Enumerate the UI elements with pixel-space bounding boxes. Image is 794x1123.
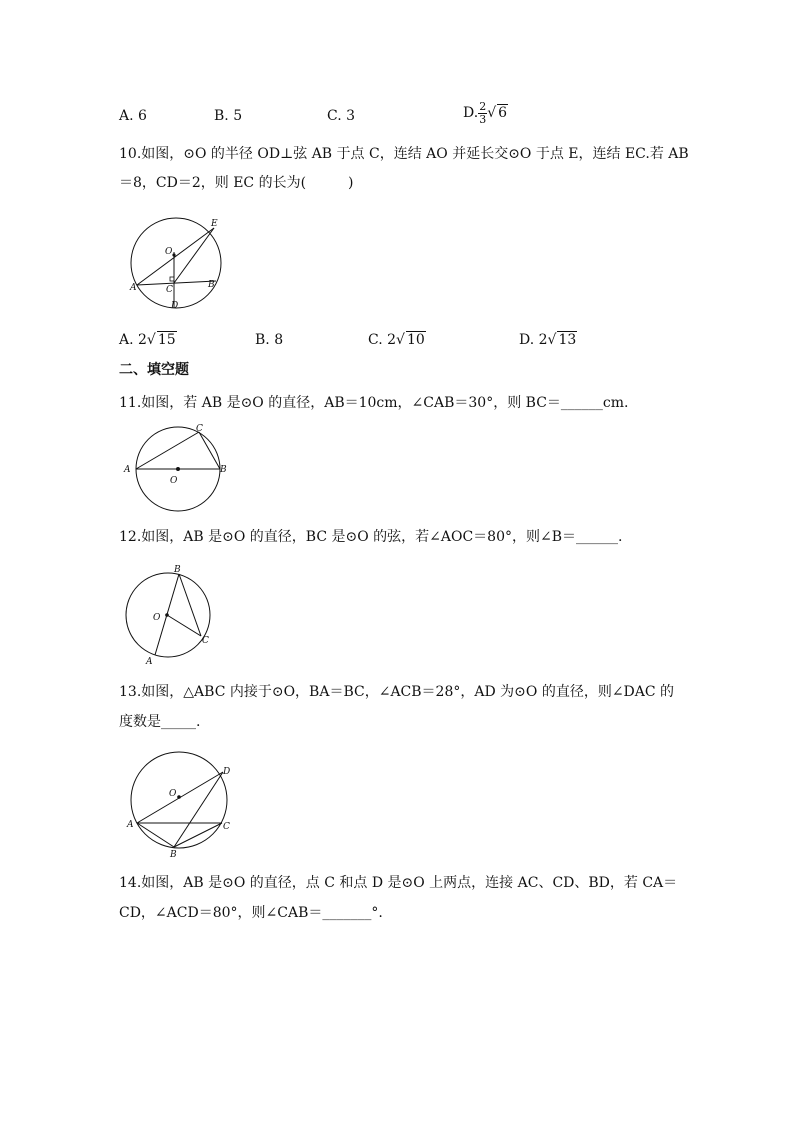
q11-label-a: A — [124, 465, 131, 475]
q13-figure — [122, 745, 240, 861]
q13-label-o: O — [169, 789, 177, 799]
q10-label-a: A — [130, 283, 137, 293]
q14-line2: CD，∠ACD＝80°，则∠CAB＝_______°. — [119, 905, 383, 921]
q9-option-a: A. 6 — [119, 108, 147, 124]
q13-line2: 度数是_____. — [119, 714, 201, 730]
q9-option-d — [463, 98, 508, 128]
q10-figure — [126, 214, 230, 312]
q12-label-b: B — [174, 565, 181, 575]
q12-figure — [122, 563, 220, 669]
sqrt-symbol: √ 15 — [146, 332, 176, 348]
q10-option-b: B. 8 — [255, 332, 284, 348]
radicand: 15 — [157, 332, 176, 348]
q9-option-b: B. 5 — [214, 108, 243, 124]
q12-label-o: O — [153, 613, 161, 623]
radicand: 10 — [406, 332, 425, 348]
q14-line1: 14.如图，AB 是⊙O 的直径，点 C 和点 D 是⊙O 上两点，连接 AC、CD、BD，若 CA＝ — [119, 875, 678, 891]
q12-label-c: C — [202, 636, 209, 646]
fraction-numerator: 2 — [479, 99, 487, 113]
sqrt-symbol: √ 13 — [547, 332, 577, 348]
q9-option-d-fraction — [478, 101, 487, 126]
q13-label-d: D — [223, 767, 231, 777]
radicand: 6 — [498, 105, 508, 121]
q10-option-a-prefix: A. 2 — [119, 332, 147, 348]
q13-label-a: A — [127, 820, 134, 830]
q9-option-c: C. 3 — [327, 108, 356, 124]
radicand: 13 — [558, 332, 577, 348]
q13-line1: 13.如图，△ABC 内接于⊙O，BA＝BC，∠ACB＝28°，AD 为⊙O 的直径，则∠DAC 的 — [119, 684, 675, 700]
q10-option-a — [119, 330, 177, 350]
q10-label-o: O — [165, 247, 173, 257]
q11-label-b: B — [220, 465, 227, 475]
fraction-denominator: 3 — [479, 112, 487, 126]
section-title: 二、填空题 — [119, 362, 189, 378]
q10-label-b: B — [208, 280, 215, 290]
q13-label-b: B — [170, 850, 177, 860]
q10-label-e: E — [211, 219, 218, 229]
q11-label-c: C — [196, 424, 203, 434]
q12-text: 12.如图，AB 是⊙O 的直径，BC 是⊙O 的弦，若∠AOC＝80°，则∠B＝______. — [119, 529, 623, 545]
q10-option-d — [519, 330, 577, 350]
q12-label-a: A — [146, 657, 153, 667]
q10-line2: ＝8，CD＝2，则 EC 的长为( ) — [119, 175, 354, 191]
q10-label-c: C — [166, 285, 173, 295]
q9-option-d-prefix: D. — [463, 105, 479, 121]
q10-line1: 10.如图，⊙O 的半径 OD⊥弦 AB 于点 C，连结 AO 并延长交⊙O 于点 E，连结 EC.若 AB — [119, 146, 689, 162]
q11-figure — [122, 420, 234, 514]
q13-label-c: C — [223, 822, 230, 832]
q11-label-o: O — [170, 476, 178, 486]
q11-text: 11.如图，若 AB 是⊙O 的直径，AB＝10cm，∠CAB＝30°，则 BC＝______cm. — [119, 395, 629, 411]
sqrt-symbol: √ 6 — [487, 105, 508, 121]
q10-option-c-prefix: C. 2 — [368, 332, 397, 348]
sqrt-symbol: √ 10 — [396, 332, 425, 348]
q10-option-d-prefix: D. 2 — [519, 332, 548, 348]
q10-label-d: D — [171, 301, 179, 311]
q10-option-c — [368, 330, 426, 350]
